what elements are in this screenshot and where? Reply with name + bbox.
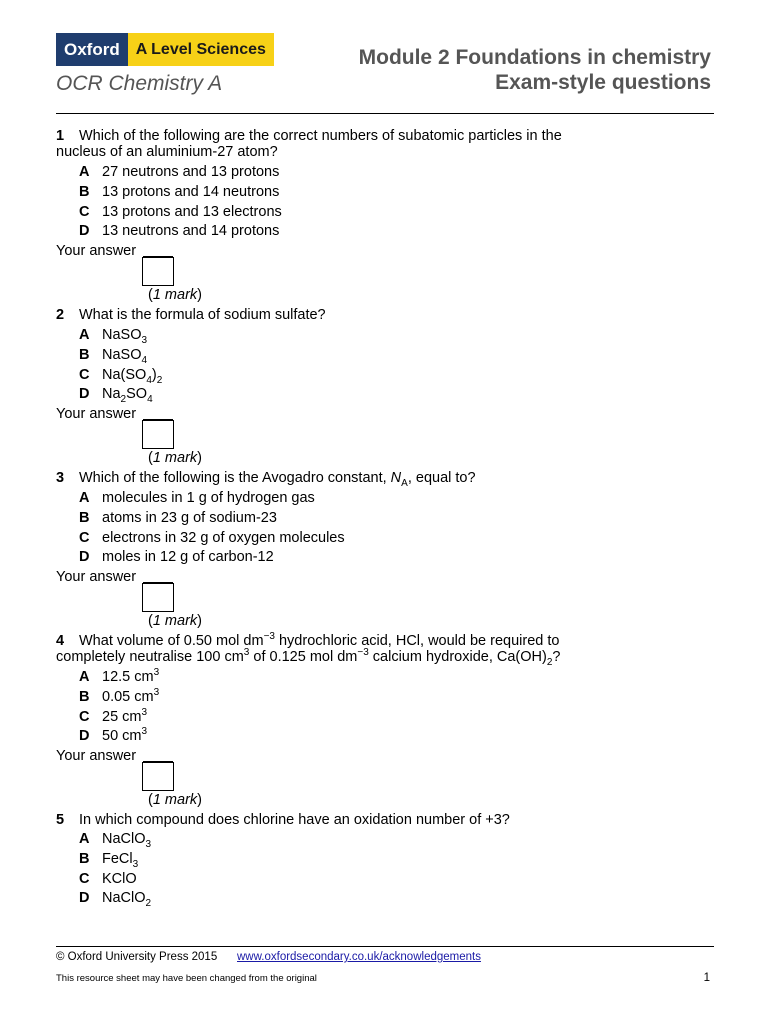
option-text: 25 $cm^3$ [102,707,148,725]
course-title: OCR Chemistry A [56,72,223,95]
oxford-logo [56,33,274,66]
option-text: FeCl$_3$ [102,851,139,870]
mark-1: (1 mark) [148,287,203,303]
question-number: 2 [56,307,65,323]
option-letter: A [79,669,90,685]
header-rule [56,113,714,114]
option-text: 13 protons and 14 neutrons [102,184,280,200]
question-1 [56,128,716,160]
option-letter: D [79,728,90,744]
option-letter: B [79,510,90,526]
answer-label-3: Your answer [56,569,137,585]
option-text: 50 $cm^3$ [102,726,148,744]
option-text: 27 neutrons and 13 protons [102,164,280,180]
answer-label-1: Your answer [56,243,137,259]
question-2 [56,307,716,323]
option-2c[interactable] [79,367,163,386]
option-1c[interactable] [79,204,282,220]
question-text: Which of the following are the correct numbers of subatomic particles in the [79,128,562,144]
question-number: 5 [56,812,65,828]
question-text-cont: completely neutralise 100 $cm^3$ of 0.125 mol $dm^{-3}$ calcium hydroxide, $Ca(OH)_2$? [56,647,561,668]
question-4 [56,631,716,668]
option-letter: B [79,689,90,705]
question-number: 1 [56,128,65,144]
footer-note: This resource sheet may have been changed from the original [56,973,317,984]
option-letter: C [79,367,90,383]
option-letter: B [79,851,90,867]
option-letter: D [79,223,90,239]
option-2a[interactable] [79,327,148,346]
option-5b[interactable] [79,851,139,870]
option-letter: B [79,347,90,363]
option-1d[interactable] [79,223,279,239]
option-5d[interactable] [79,890,152,909]
avogadro-subscript: A [401,477,408,489]
logo-brand: Oxford [56,33,128,66]
option-text: 13 protons and 13 electrons [102,204,282,220]
question-number: 3 [56,470,65,486]
question-text-end: , equal to? [407,470,476,486]
option-letter: C [79,709,90,725]
option-letter: D [79,890,90,906]
option-letter: C [79,204,90,220]
module-title: Module 2 Foundations in chemistry [358,46,711,69]
answer-box-4[interactable] [142,762,174,791]
option-letter: A [79,327,90,343]
option-text: 0.05 $cm^3$ [102,687,160,705]
doc-type: Exam-style questions [495,71,711,94]
copyright: © Oxford University Press 2015 [56,951,218,963]
option-text: NaSO$_3$ [102,327,148,346]
option-3a[interactable] [79,490,315,506]
question-text: What volume of 0.50 mol $dm^{-3}$ hydrochloric acid, HCl, would be required to [79,631,560,649]
option-text: molecules in 1 g of hydrogen gas [102,490,315,506]
option-letter: A [79,164,90,180]
answer-box-1[interactable] [142,257,174,286]
option-3b[interactable] [79,510,277,526]
option-1a[interactable] [79,164,279,180]
option-4d[interactable] [79,728,147,744]
question-text: What is the formula of sodium sulfate? [79,307,326,323]
answer-label-4: Your answer [56,748,137,764]
question-3 [56,470,716,489]
mark-2: (1 mark) [148,450,203,466]
option-letter: B [79,184,90,200]
option-letter: C [79,871,90,887]
mark-3: (1 mark) [148,613,203,629]
option-4c[interactable] [79,709,147,725]
question-text: In which compound does chlorine have an oxidation number of +3? [79,812,510,828]
module-title-block [359,45,711,95]
option-text: 12.5 $cm^3$ [102,667,160,685]
answer-box-2[interactable] [142,420,174,449]
footer-rule [56,946,714,947]
logo-series: A Level Sciences [128,33,274,66]
option-5c[interactable] [79,871,137,887]
option-text: NaSO$_4$ [102,347,148,366]
option-letter: A [79,831,90,847]
question-5 [56,812,716,828]
acknowledgements-link[interactable]: www.oxfordsecondary.co.uk/acknowledgements [237,951,481,963]
option-3c[interactable] [79,530,345,546]
option-letter: A [79,490,90,506]
option-letter: D [79,549,90,565]
avogadro-symbol: N [390,470,402,486]
page-number: 1 [703,972,710,984]
option-2b[interactable] [79,347,148,366]
option-letter: D [79,386,90,402]
option-text: KClO [102,871,137,887]
mark-4: (1 mark) [148,792,203,808]
question-number: 4 [56,633,65,649]
option-letter: C [79,530,90,546]
option-text: NaClO$_2$ [102,890,152,909]
option-text: atoms in 23 g of sodium-23 [102,510,277,526]
option-text: moles in 12 g of carbon-12 [102,549,274,565]
option-5a[interactable] [79,831,152,850]
question-text-cont: nucleus of an aluminium-27 atom? [56,144,278,160]
question-text: Which of the following is the Avogadro constant, [79,470,387,486]
option-2d[interactable] [79,386,153,405]
option-4b[interactable] [79,689,159,705]
option-4a[interactable] [79,669,159,685]
option-3d[interactable] [79,549,274,565]
option-text: 13 neutrons and 14 protons [102,223,280,239]
answer-label-2: Your answer [56,406,137,422]
option-1b[interactable] [79,184,279,200]
option-text: electrons in 32 g of oxygen molecules [102,530,345,546]
option-text: NaClO$_3$ [102,831,152,850]
answer-box-3[interactable] [142,583,174,612]
option-text: $Na(SO_4)_2$ [102,367,163,386]
option-text: $Na_2SO_4$ [102,386,153,405]
